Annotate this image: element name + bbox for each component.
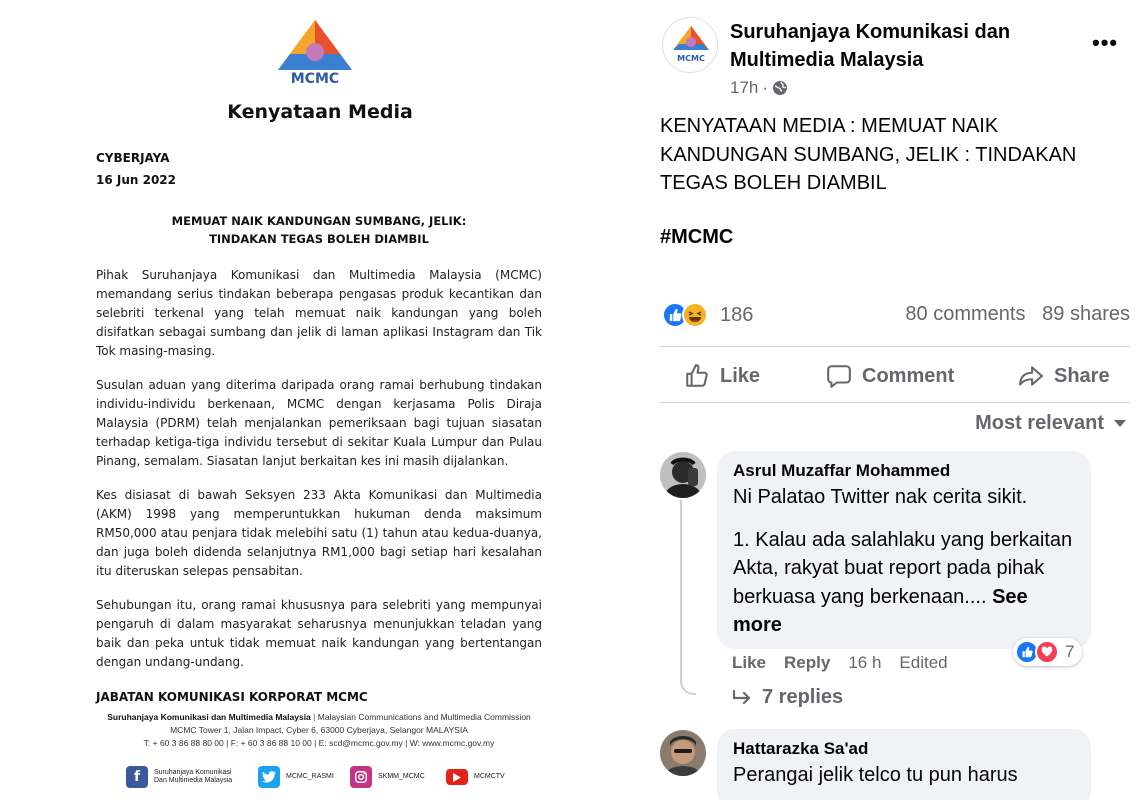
document-footer-address: MCMC Tower 1, Jalan Impact, Cyber 6, 63000 Cyberjaya, Selangor MALAYSIA — [170, 725, 468, 735]
page-avatar[interactable] — [662, 17, 718, 73]
comment-author[interactable]: Asrul Muzaffar Mohammed — [733, 461, 951, 480]
view-replies-button[interactable]: 7 replies — [732, 686, 843, 709]
instagram-icon — [350, 766, 372, 788]
comment-like-button[interactable]: Like — [732, 653, 767, 672]
reaction-count: 186 — [720, 303, 754, 326]
commenter-avatar[interactable] — [660, 452, 706, 498]
share-button[interactable]: Share — [1018, 360, 1110, 392]
mcmc-logo — [663, 18, 718, 73]
haha-reaction-icon — [682, 302, 708, 328]
comment-bubble — [717, 729, 1091, 800]
comment-text: Perangai jelik telco tu pun harus — [733, 764, 1018, 786]
caret-down-icon — [1114, 420, 1126, 428]
love-reaction-icon — [1035, 640, 1059, 664]
comment-time[interactable]: 16 h — [848, 653, 882, 672]
comment-reactions[interactable] — [1013, 638, 1082, 666]
comment-icon — [826, 363, 852, 389]
facebook-post — [640, 0, 1148, 800]
comment-reaction-count: 7 — [1065, 642, 1075, 661]
svg-text:MCMC: MCMC — [677, 54, 705, 63]
shares-count[interactable]: 89 shares — [1042, 303, 1130, 325]
mcmc-logo — [270, 18, 360, 88]
document-footer-contact: T: + 60 3 86 88 80 00 | F: + 60 3 86 88 10 00 | E: scd@mcmc.gov.my | W: www.mcmc.gov.my — [143, 738, 495, 748]
social-instagram: SKMM_MCMC — [350, 764, 425, 790]
comment-text: Ni Palatao Twitter nak cerita sikit. 1. Kalau ada salahlaku yang berkaitan Akta, rakyat buat report pada pihak berkuasa yang berkenaan.... See more — [733, 486, 1073, 636]
post-time[interactable]: 17h — [730, 78, 759, 97]
document-paragraph: Susulan aduan yang diterima daripada orang ramai berhubung tindakan individu-individu berkenaan, MCMC dengan kerjasama Polis Diraja Malaysia (PDRM) telah menjalankan pemeriksaan bagi tujuan siasatan terhadap ketiga-tiga individu tersebut di sekitar Kuala Lumpur dan Pulau Pinang, semalam. Siasatan lanjut berkaitan kes ini masih dijalankan. — [96, 378, 542, 468]
commenter-avatar[interactable] — [660, 730, 706, 776]
like-button[interactable]: Like — [684, 360, 760, 392]
document-paragraph: Kes disiasat di bawah Seksyen 233 Akta Komunikasi dan Multimedia (AKM) 1998 yang memperuntukkan hukuman denda maksimum RM50,000 atau penjara tidak melebihi satu (1) tahun atau kedua-duanya, dan juga boleh didenda selanjutnya RM1,000 bagi setiap hari kesalahan itu diteruskan selepas pensabitan. — [96, 488, 542, 578]
comment-sort-dropdown[interactable]: Most relevant — [975, 412, 1126, 435]
comment-reply-button[interactable]: Reply — [784, 653, 831, 672]
document-paragraph: Sehubungan itu, orang ramai khususnya para selebriti yang mempunyai pengaruh di dalam masyarakat seharusnya menunjukkan teladan yang baik dan peka untuk tidak memuat naik kandungan yang bertentangan dengan undang-undang. — [96, 598, 542, 669]
thumbs-up-icon — [684, 363, 710, 389]
engagement-counts — [905, 303, 1130, 326]
more-options-button[interactable]: ••• — [1092, 30, 1119, 55]
comment-author[interactable]: Hattarazka Sa'ad — [733, 739, 869, 758]
social-facebook: f Suruhanjaya Komunikasi Dan Multimedia Malaysia — [126, 764, 232, 790]
meta-separator: · — [762, 78, 769, 97]
document-place: CYBERJAYA — [96, 151, 170, 165]
comment-edited-label: Edited — [899, 653, 948, 672]
comments-count[interactable]: 80 comments — [905, 303, 1026, 325]
document-title: Kenyataan Media — [227, 101, 413, 123]
reply-thread-line — [680, 500, 696, 695]
document-paragraph: Pihak Suruhanjaya Komunikasi dan Multimedia Malaysia (MCMC) memandang serius tindakan beberapa pengasas produk kecantikan dan selebriti terkenal yang telah memuat naik kandungan yang boleh disifatkan sebagai sumbang dan jelik di laman aplikasi Instagram dan Tik Tok masing-masing. — [96, 268, 542, 358]
reaction-summary[interactable] — [662, 300, 753, 330]
globe-icon — [772, 80, 788, 96]
post-hashtag[interactable]: #MCMC — [660, 226, 734, 248]
divider — [660, 346, 1130, 347]
document-headline-line1: MEMUAT NAIK KANDUNGAN SUMBANG, JELIK: — [171, 214, 467, 228]
twitter-icon — [258, 766, 280, 788]
see-more-link[interactable]: See more — [733, 585, 1028, 636]
youtube-icon — [446, 769, 468, 785]
facebook-icon: f — [126, 766, 148, 788]
comment-actions — [732, 653, 948, 673]
document-date: 16 Jun 2022 — [96, 173, 177, 187]
page-name-link[interactable]: Suruhanjaya Komunikasi dan Multimedia Malaysia — [730, 21, 1011, 71]
divider — [660, 402, 1130, 403]
share-icon — [1018, 363, 1044, 389]
post-meta — [730, 78, 788, 98]
document-headline-line2: TINDAKAN TEGAS BOLEH DIAMBIL — [209, 232, 429, 246]
document-socials — [126, 764, 526, 790]
comment-bubble — [717, 451, 1091, 649]
document-department: JABATAN KOMUNIKASI KORPORAT MCMC — [96, 690, 368, 704]
reply-arrow-icon — [732, 690, 752, 706]
document-footer-org: Suruhanjaya Komunikasi dan Multimedia Malaysia | Malaysian Communications and Multimedia Commission — [107, 712, 531, 722]
social-twitter: MCMC_RASMI — [258, 764, 334, 790]
social-youtube: MCMCTV — [446, 764, 505, 790]
post-text: KENYATAAN MEDIA : MEMUAT NAIK KANDUNGAN SUMBANG, JELIK : TINDAKAN TEGAS BOLEH DIAMBIL — [660, 115, 1077, 194]
svg-text:MCMC: MCMC — [290, 71, 340, 87]
comment-button[interactable]: Comment — [826, 360, 954, 392]
